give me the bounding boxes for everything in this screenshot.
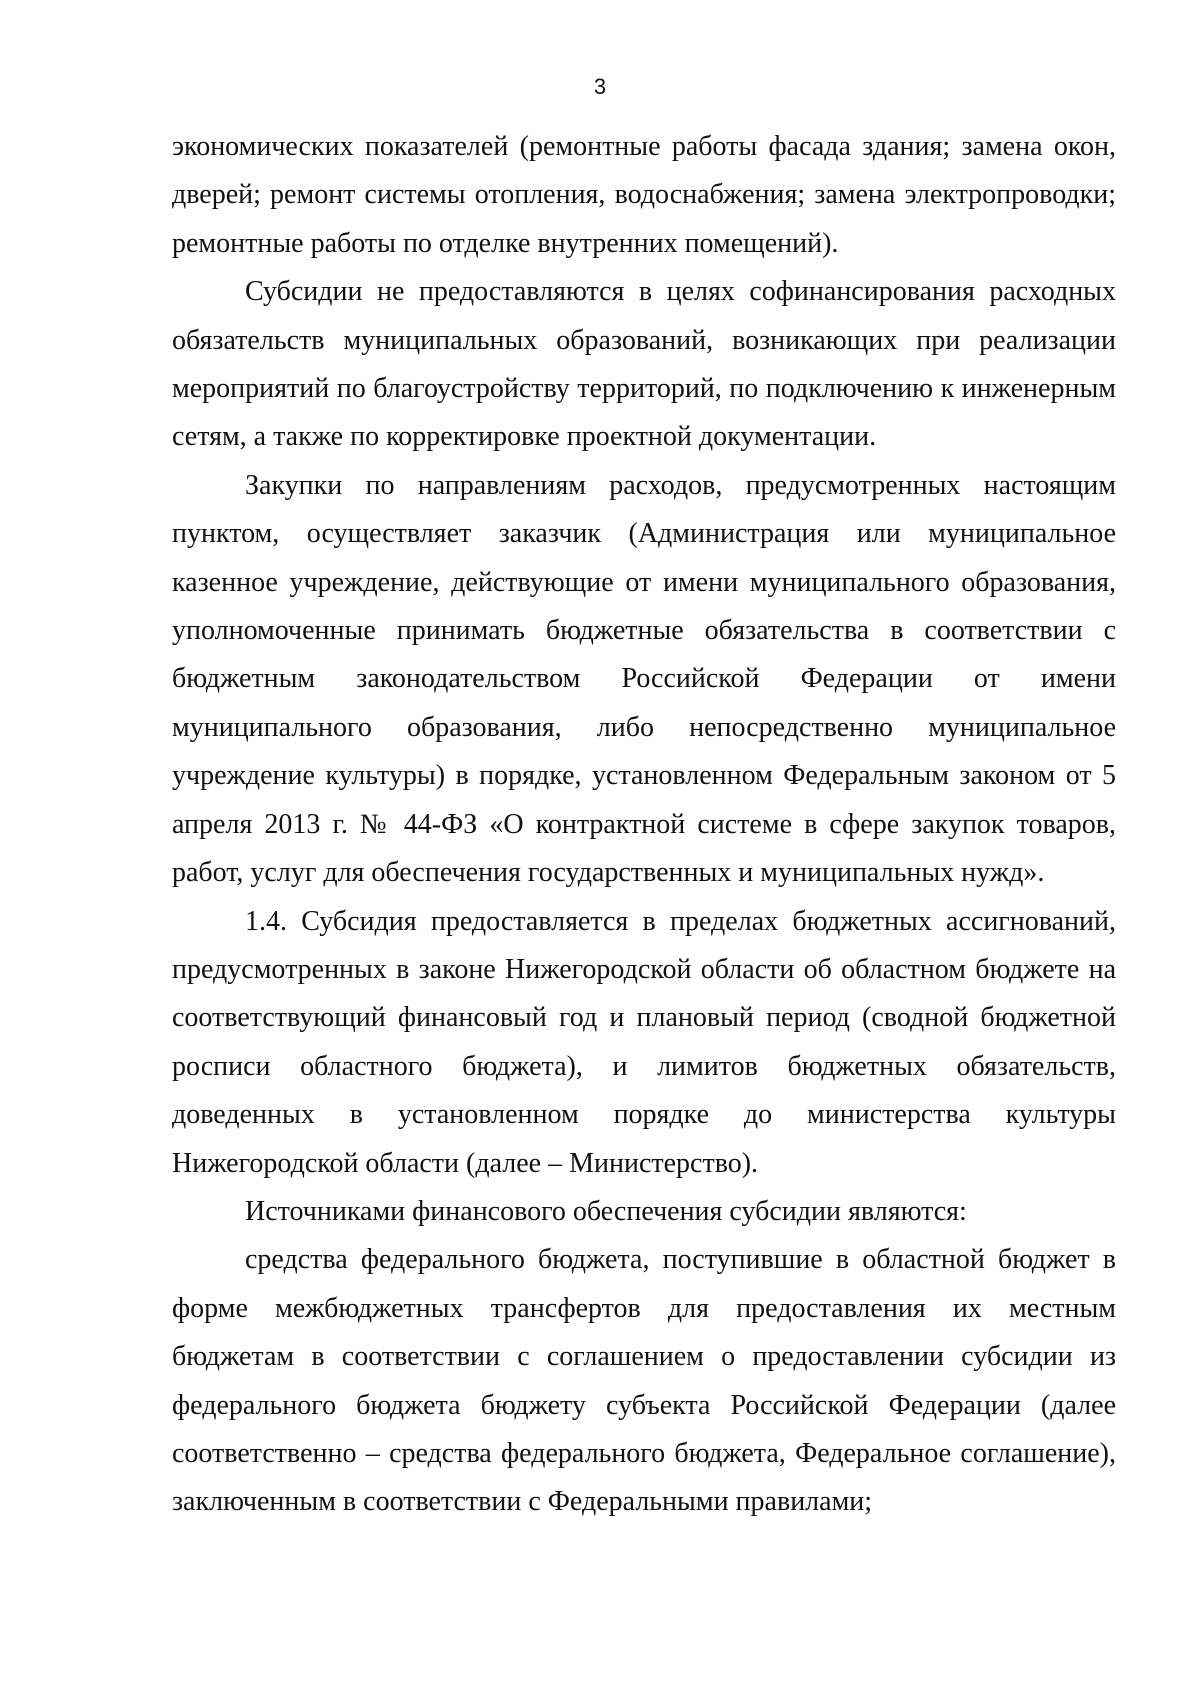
paragraph-5: Источниками финансового обеспечения субсидии являются:	[245, 1195, 967, 1227]
document-body	[172, 123, 1116, 1527]
paragraph-1: экономических показателей (ремонтные работы фасада здания; замена окон, дверей; ремонт системы отопления, водоснабжения; замена электропроводки; ремонтные работы по отделке внутренних помещений).	[172, 131, 1116, 259]
page-number: 3	[593, 74, 607, 99]
paragraph-4: 1.4. Субсидия предоставляется в пределах бюджетных ассигнований, предусмотренных в законе Нижегородской области об областном бюджете на соответствующий финансовый год и плановый период (сводной бюджетной росписи областного бюджета), и лимитов бюджетных обязательств, доведенных в установленном порядке до министерства культуры Нижегородской области (далее – Министерство).	[172, 905, 1116, 1179]
paragraph-3: Закупки по направлениям расходов, предусмотренных настоящим пунктом, осуществляет заказчик (Администрация или муниципальное казенное учреждение, действующие от имени муниципального образования, уполномоченные принимать бюджетные обязательства в соответствии с бюджетным законодательством Российской Федерации от имени муниципального образования, либо непосредственно муниципальное учреждение культуры) в порядке, установленном Федеральным законом от 5 апреля 2013 г. № 44-ФЗ «О контрактной системе в сфере закупок товаров, работ, услуг для обеспечения государственных и муниципальных нужд».	[172, 469, 1116, 889]
paragraph-6: средства федерального бюджета, поступившие в областной бюджет в форме межбюджетных трансфертов для предоставления их местным бюджетам в соответствии с соглашением о предоставлении субсидии из федерального бюджета бюджету субъекта Российской Федерации (далее соответственно – средства федерального бюджета, Федеральное соглашение), заключенным в соответствии с Федеральными правилами;	[172, 1244, 1116, 1518]
paragraph-2: Субсидии не предоставляются в целях софинансирования расходных обязательств муниципальных образований, возникающих при реализации мероприятий по благоустройству территорий, по подключению к инженерным сетям, а также по корректировке проектной документации.	[172, 276, 1116, 453]
